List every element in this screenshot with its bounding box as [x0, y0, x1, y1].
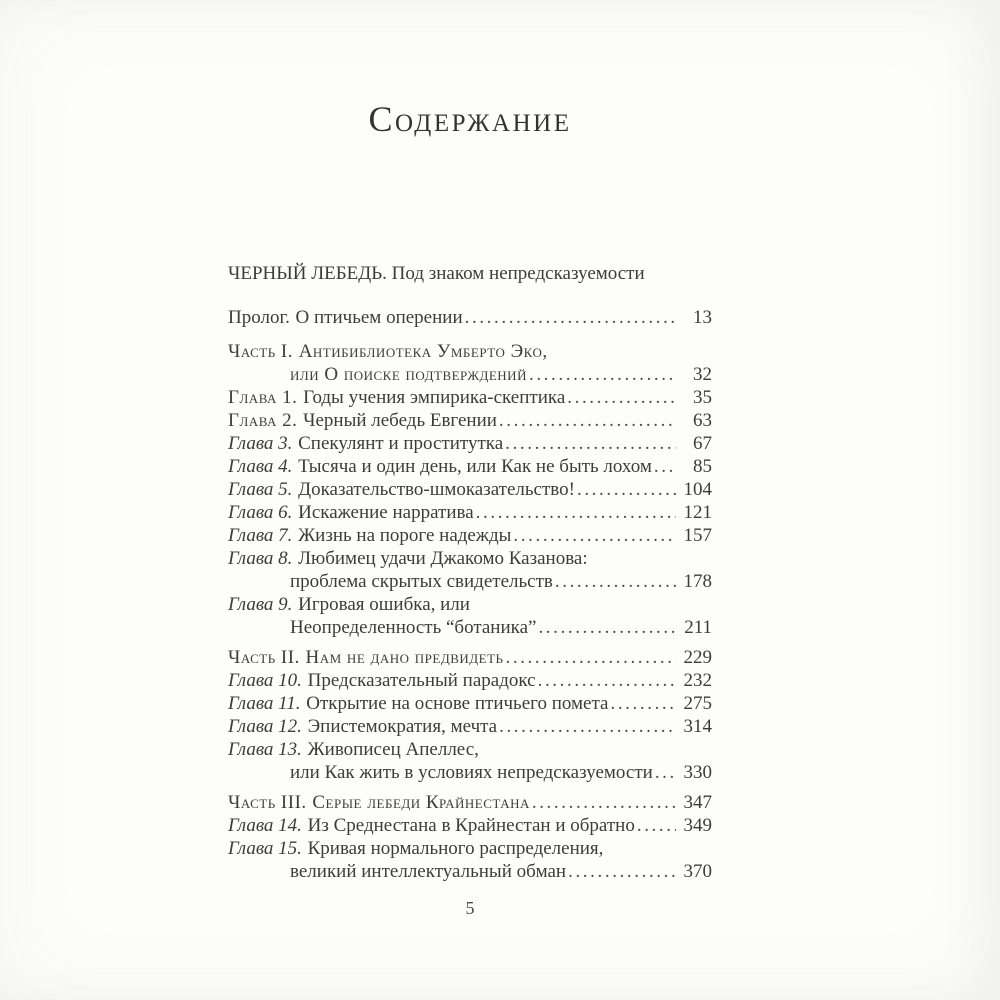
toc-entry-page: 229 [683, 647, 712, 668]
toc-entry [228, 692, 712, 715]
toc-entry-title: Кривая нормального распределения, [307, 838, 604, 859]
dot-leader [566, 860, 676, 883]
dot-leader [497, 409, 676, 432]
toc-entry-title: Открытие на основе птичьего помета [306, 693, 609, 714]
dot-leader [575, 478, 676, 501]
toc-entry-title: Искажение нарратива [298, 502, 474, 523]
toc-entry-title: Эпистемократия, мечта [307, 716, 498, 737]
toc-entries [228, 306, 712, 883]
toc-entry-title: или Как жить в условиях непредсказуемости [290, 762, 653, 783]
toc-entry [228, 646, 712, 669]
dot-leader [463, 306, 676, 329]
toc-entry [228, 669, 712, 692]
toc-entry-label: Глава 13. [228, 739, 302, 760]
toc-entry [228, 386, 712, 409]
toc-entry-label: Глава 3. [228, 433, 293, 454]
toc-entry-label: Глава 10. [228, 670, 302, 691]
toc-entry-title: Тысяча и один день, или Как не быть лохом [298, 456, 652, 477]
toc-entry-page: 121 [683, 502, 712, 523]
toc-entry-label: Глава 11. [228, 693, 301, 714]
toc-entry-page: 85 [693, 456, 712, 477]
toc-entry [228, 593, 712, 616]
toc-entry-page: 104 [683, 479, 712, 500]
toc-entry-title: проблема скрытых свидетельств [290, 571, 553, 592]
book-title-text: ЧЕРНЫЙ ЛЕБЕДЬ. Под знаком непредсказуемости [228, 263, 645, 284]
dot-leader [474, 501, 676, 524]
dot-leader [530, 791, 676, 814]
toc-entry [228, 570, 712, 593]
toc-entry [228, 814, 712, 837]
toc-entry [228, 501, 712, 524]
book-title-line [228, 262, 712, 285]
toc-entry [228, 478, 712, 501]
toc-entry-label: Часть I. [228, 341, 293, 362]
toc-entry-label: Глава 2. [228, 410, 298, 431]
dot-leader [565, 386, 676, 409]
dot-leader [608, 692, 676, 715]
toc-entry-page: 35 [693, 387, 712, 408]
dot-leader [553, 570, 676, 593]
dot-leader [635, 814, 676, 837]
toc-entry [228, 738, 712, 761]
toc-entry [228, 524, 712, 547]
toc-entry-title: О птичьем оперении [295, 307, 463, 328]
toc-entry-label: Глава 9. [228, 594, 293, 615]
dot-leader [652, 455, 676, 478]
toc-entry-title: Из Среднестана в Крайнестан и обратно [307, 815, 635, 836]
toc-entry-label: Глава 4. [228, 456, 293, 477]
toc-entry [228, 837, 712, 860]
toc-entry-title: Доказательство-шмоказательство! [298, 479, 575, 500]
toc-entry-page: 232 [683, 670, 712, 691]
toc-entry [228, 616, 712, 639]
dot-leader [511, 524, 676, 547]
toc-entry-page: 349 [683, 815, 712, 836]
toc-entry-title: Любимец удачи Джакомо Казанова: [298, 548, 588, 569]
toc-entry [228, 791, 712, 814]
dot-leader [527, 363, 676, 386]
toc-entry [228, 340, 712, 363]
dot-leader [536, 616, 676, 639]
toc-entry-page: 32 [693, 364, 712, 385]
dot-leader [653, 761, 676, 784]
toc-entry-label: Глава 6. [228, 502, 293, 523]
toc-entry-page: 347 [683, 792, 712, 813]
toc-entry-page: 314 [683, 716, 712, 737]
toc-entry [228, 761, 712, 784]
toc-entry [228, 547, 712, 570]
toc-entry-label: Часть II. [228, 647, 300, 668]
toc-entry-label: Глава 1. [228, 387, 298, 408]
toc-entry-title: Годы учения эмпирика-скептика [303, 387, 566, 408]
toc-entry-title: Игровая ошибка, или [298, 594, 470, 615]
toc-entry-title: Антибиблиотека Умберто Эко, [298, 341, 548, 362]
toc-entry [228, 432, 712, 455]
toc-entry-label: Глава 7. [228, 525, 293, 546]
toc-entry-title: великий интеллектуальный обман [290, 861, 567, 882]
dot-leader [504, 646, 677, 669]
toc-entry-label: Глава 8. [228, 548, 293, 569]
toc-entry-page: 178 [683, 571, 712, 592]
toc-entry-title: Жизнь на пороге надежды [298, 525, 512, 546]
toc-entry [228, 455, 712, 478]
toc-entry-label: Глава 14. [228, 815, 302, 836]
toc-entry-label: Часть III. [228, 792, 307, 813]
toc-entry-title: Неопределенность “ботаника” [290, 617, 537, 638]
toc-entry-label: Глава 12. [228, 716, 302, 737]
toc-entry-title: Спекулянт и проститутка [298, 433, 504, 454]
toc-entry-page: 330 [683, 762, 712, 783]
toc-entry [228, 860, 712, 883]
toc-entry-title: Предсказательный парадокс [307, 670, 536, 691]
dot-leader [497, 715, 676, 738]
toc-entry [228, 306, 712, 329]
dot-leader [536, 669, 676, 692]
toc-entry-title: или О поиске подтверждений [290, 364, 527, 385]
toc-entry-page: 67 [693, 433, 712, 454]
page-title: Содержание [368, 99, 572, 139]
toc-entry-label: Глава 15. [228, 838, 302, 859]
toc-entry-label: Глава 5. [228, 479, 293, 500]
toc-entry [228, 409, 712, 432]
toc-entry-page: 211 [684, 617, 712, 638]
toc-entry-title: Серые лебеди Крайнестана [312, 792, 530, 813]
toc-entry-page: 63 [693, 410, 712, 431]
toc-entry-title: Нам не дано предвидеть [305, 647, 504, 668]
table-of-contents [228, 262, 712, 883]
page-number: 5 [465, 898, 475, 918]
toc-entry-page: 157 [683, 525, 712, 546]
toc-entry-title: Черный лебедь Евгении [303, 410, 497, 431]
toc-entry [228, 715, 712, 738]
dot-leader [503, 432, 676, 455]
toc-entry-label: Пролог. [228, 307, 290, 328]
toc-entry [228, 363, 712, 386]
toc-entry-page: 370 [683, 861, 712, 882]
toc-entry-page: 13 [693, 307, 712, 328]
toc-entry-page: 275 [683, 693, 712, 714]
toc-entry-title: Живописец Апеллес, [307, 739, 479, 760]
